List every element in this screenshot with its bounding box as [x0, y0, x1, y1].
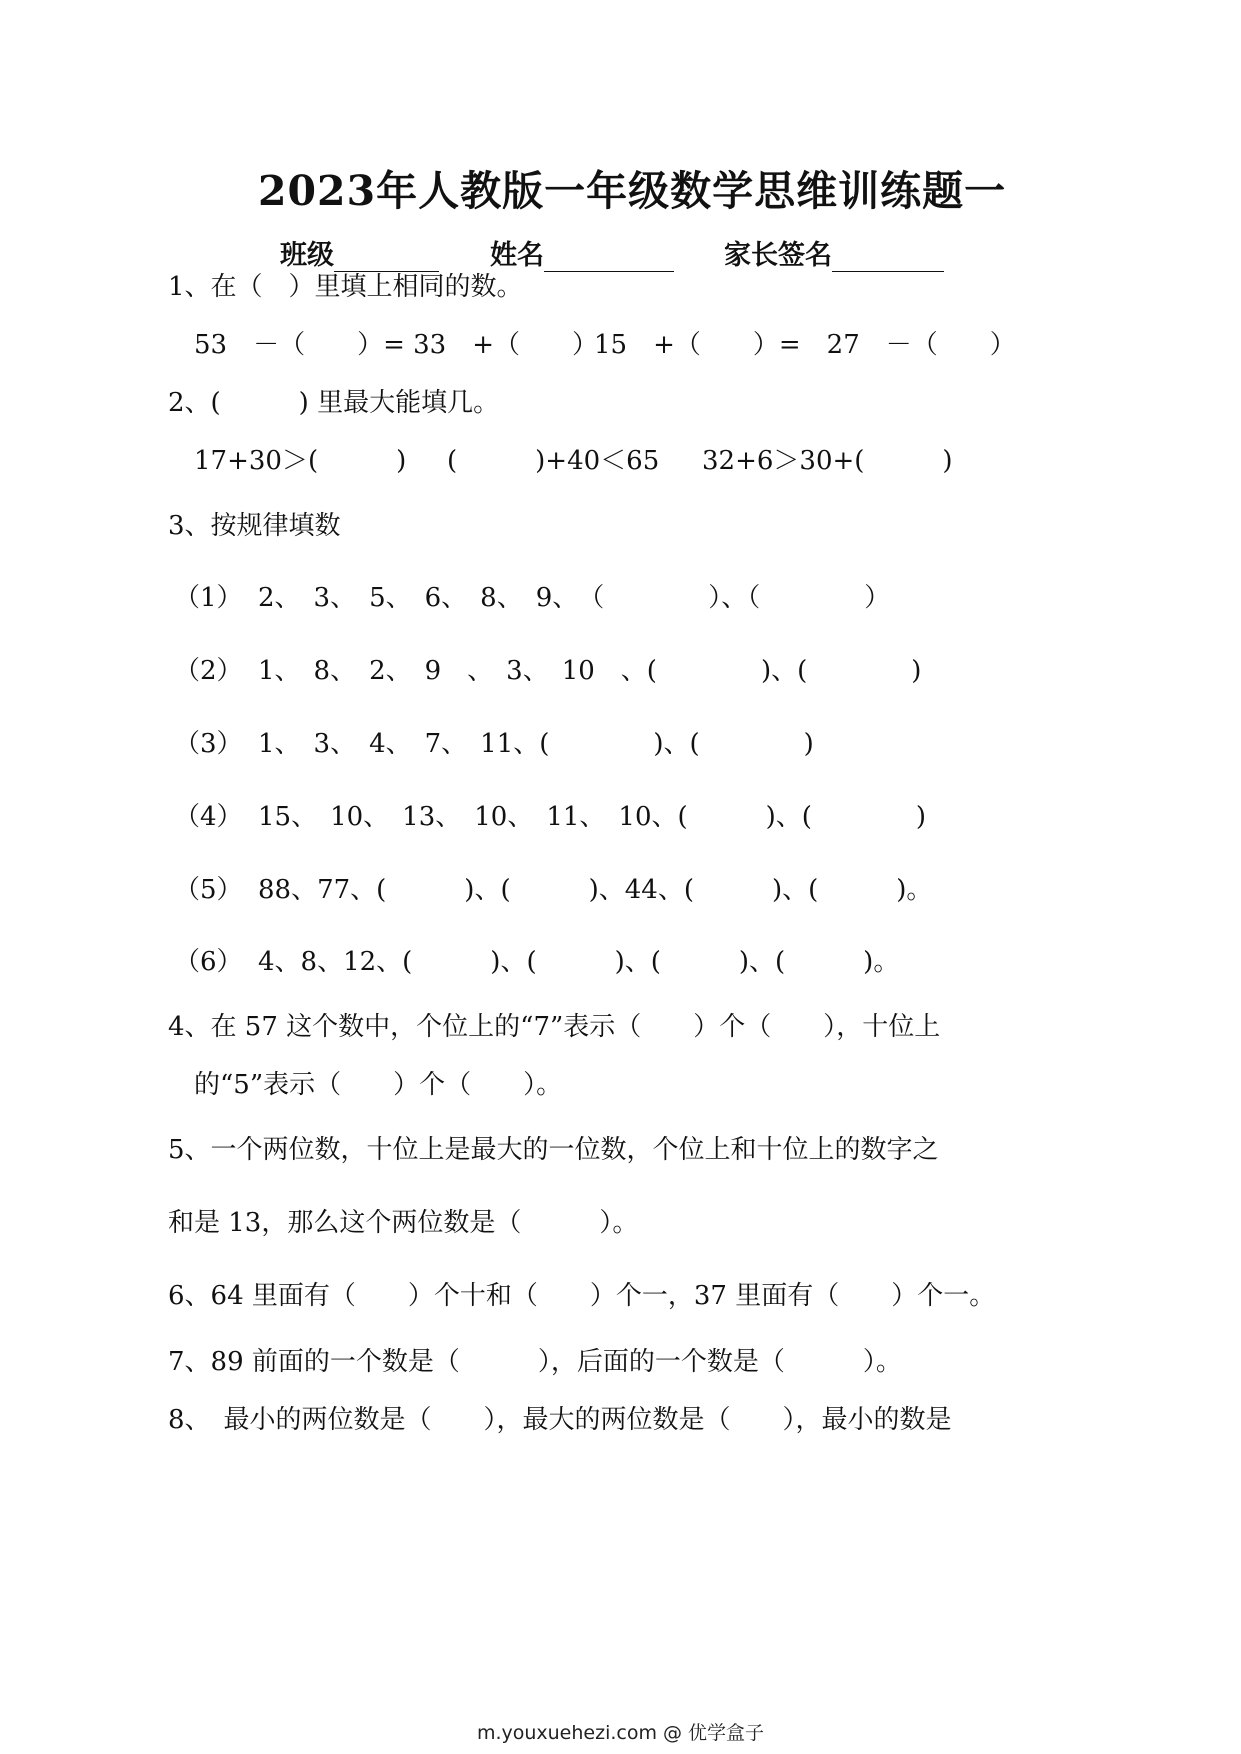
q3-row-sequence: 4、8、12、( )、( )、( )、( )。	[258, 947, 900, 977]
q3-row-sequence: 1、 8、 2、 9 、 3、 10 、( )、( )	[258, 656, 922, 686]
q3-row-label: （1）	[174, 583, 243, 613]
q1-stem: 1、在（ ）里填上相同的数。	[168, 272, 523, 302]
q5-line-1: 5、一个两位数，十位上是最大的一位数，个位上和十位上的数字之	[168, 1135, 939, 1165]
q3-row-sequence: 15、 10、 13、 10、 11、 10、( )、( )	[258, 802, 927, 832]
q3-row-sequence: 2、 3、 5、 6、 8、 9、 （ ）、（ ）	[258, 583, 891, 613]
q8-text: 8、 最小的两位数是（ ），最大的两位数是（ ），最小的数是	[168, 1405, 952, 1435]
q6-text: 6、64 里面有（ ）个十和（ ）个一，37 里面有（ ）个一。	[168, 1281, 996, 1311]
parent-signature-label: 家长签名	[724, 240, 832, 271]
q3-row-label: （6）	[174, 947, 243, 977]
q2-item: 32+6＞30+( )	[702, 446, 953, 476]
q3-row-label: （3）	[174, 729, 243, 759]
q3-row-label: （5）	[174, 875, 243, 905]
q4-line-1: 4、在 57 这个数中，个位上的“7”表示（ ）个（ ），十位上	[168, 1012, 941, 1042]
parent-signature-field	[724, 233, 944, 272]
parent-signature-blank[interactable]	[832, 243, 944, 272]
footer-watermark: m.youxuehezi.com @ 优学盒子	[476, 1722, 765, 1744]
q3-row-sequence: 1、 3、 4、 7、 11、( )、( )	[258, 729, 814, 759]
name-blank[interactable]	[544, 243, 674, 272]
q1-equation-left: 53 －（ ）= 33 +（ ）	[194, 330, 599, 360]
q1-equation-right: 15 +（ ）= 27 －（ ）	[594, 330, 1016, 360]
q5-line-2: 和是 13，那么这个两位数是（ ）。	[168, 1208, 639, 1238]
name-label: 姓名	[490, 240, 544, 271]
q3-row-sequence: 88、77、( )、( )、44、( )、( )。	[258, 875, 933, 905]
q2-item: 17+30＞( )	[194, 446, 407, 476]
class-label: 班级	[280, 240, 334, 271]
q4-line-2: 的“5”表示（ ）个（ ）。	[194, 1070, 563, 1100]
q2-item: ( )+40＜65	[447, 446, 660, 476]
q2-stem: 2、( ) 里最大能填几。	[168, 388, 500, 418]
page-title: 2023年人教版一年级数学思维训练题一	[258, 167, 1007, 215]
q7-text: 7、89 前面的一个数是（ ），后面的一个数是（ ）。	[168, 1347, 902, 1377]
q3-row-label: （2）	[174, 656, 243, 686]
q3-row-label: （4）	[174, 802, 243, 832]
q3-stem: 3、按规律填数	[168, 511, 341, 541]
